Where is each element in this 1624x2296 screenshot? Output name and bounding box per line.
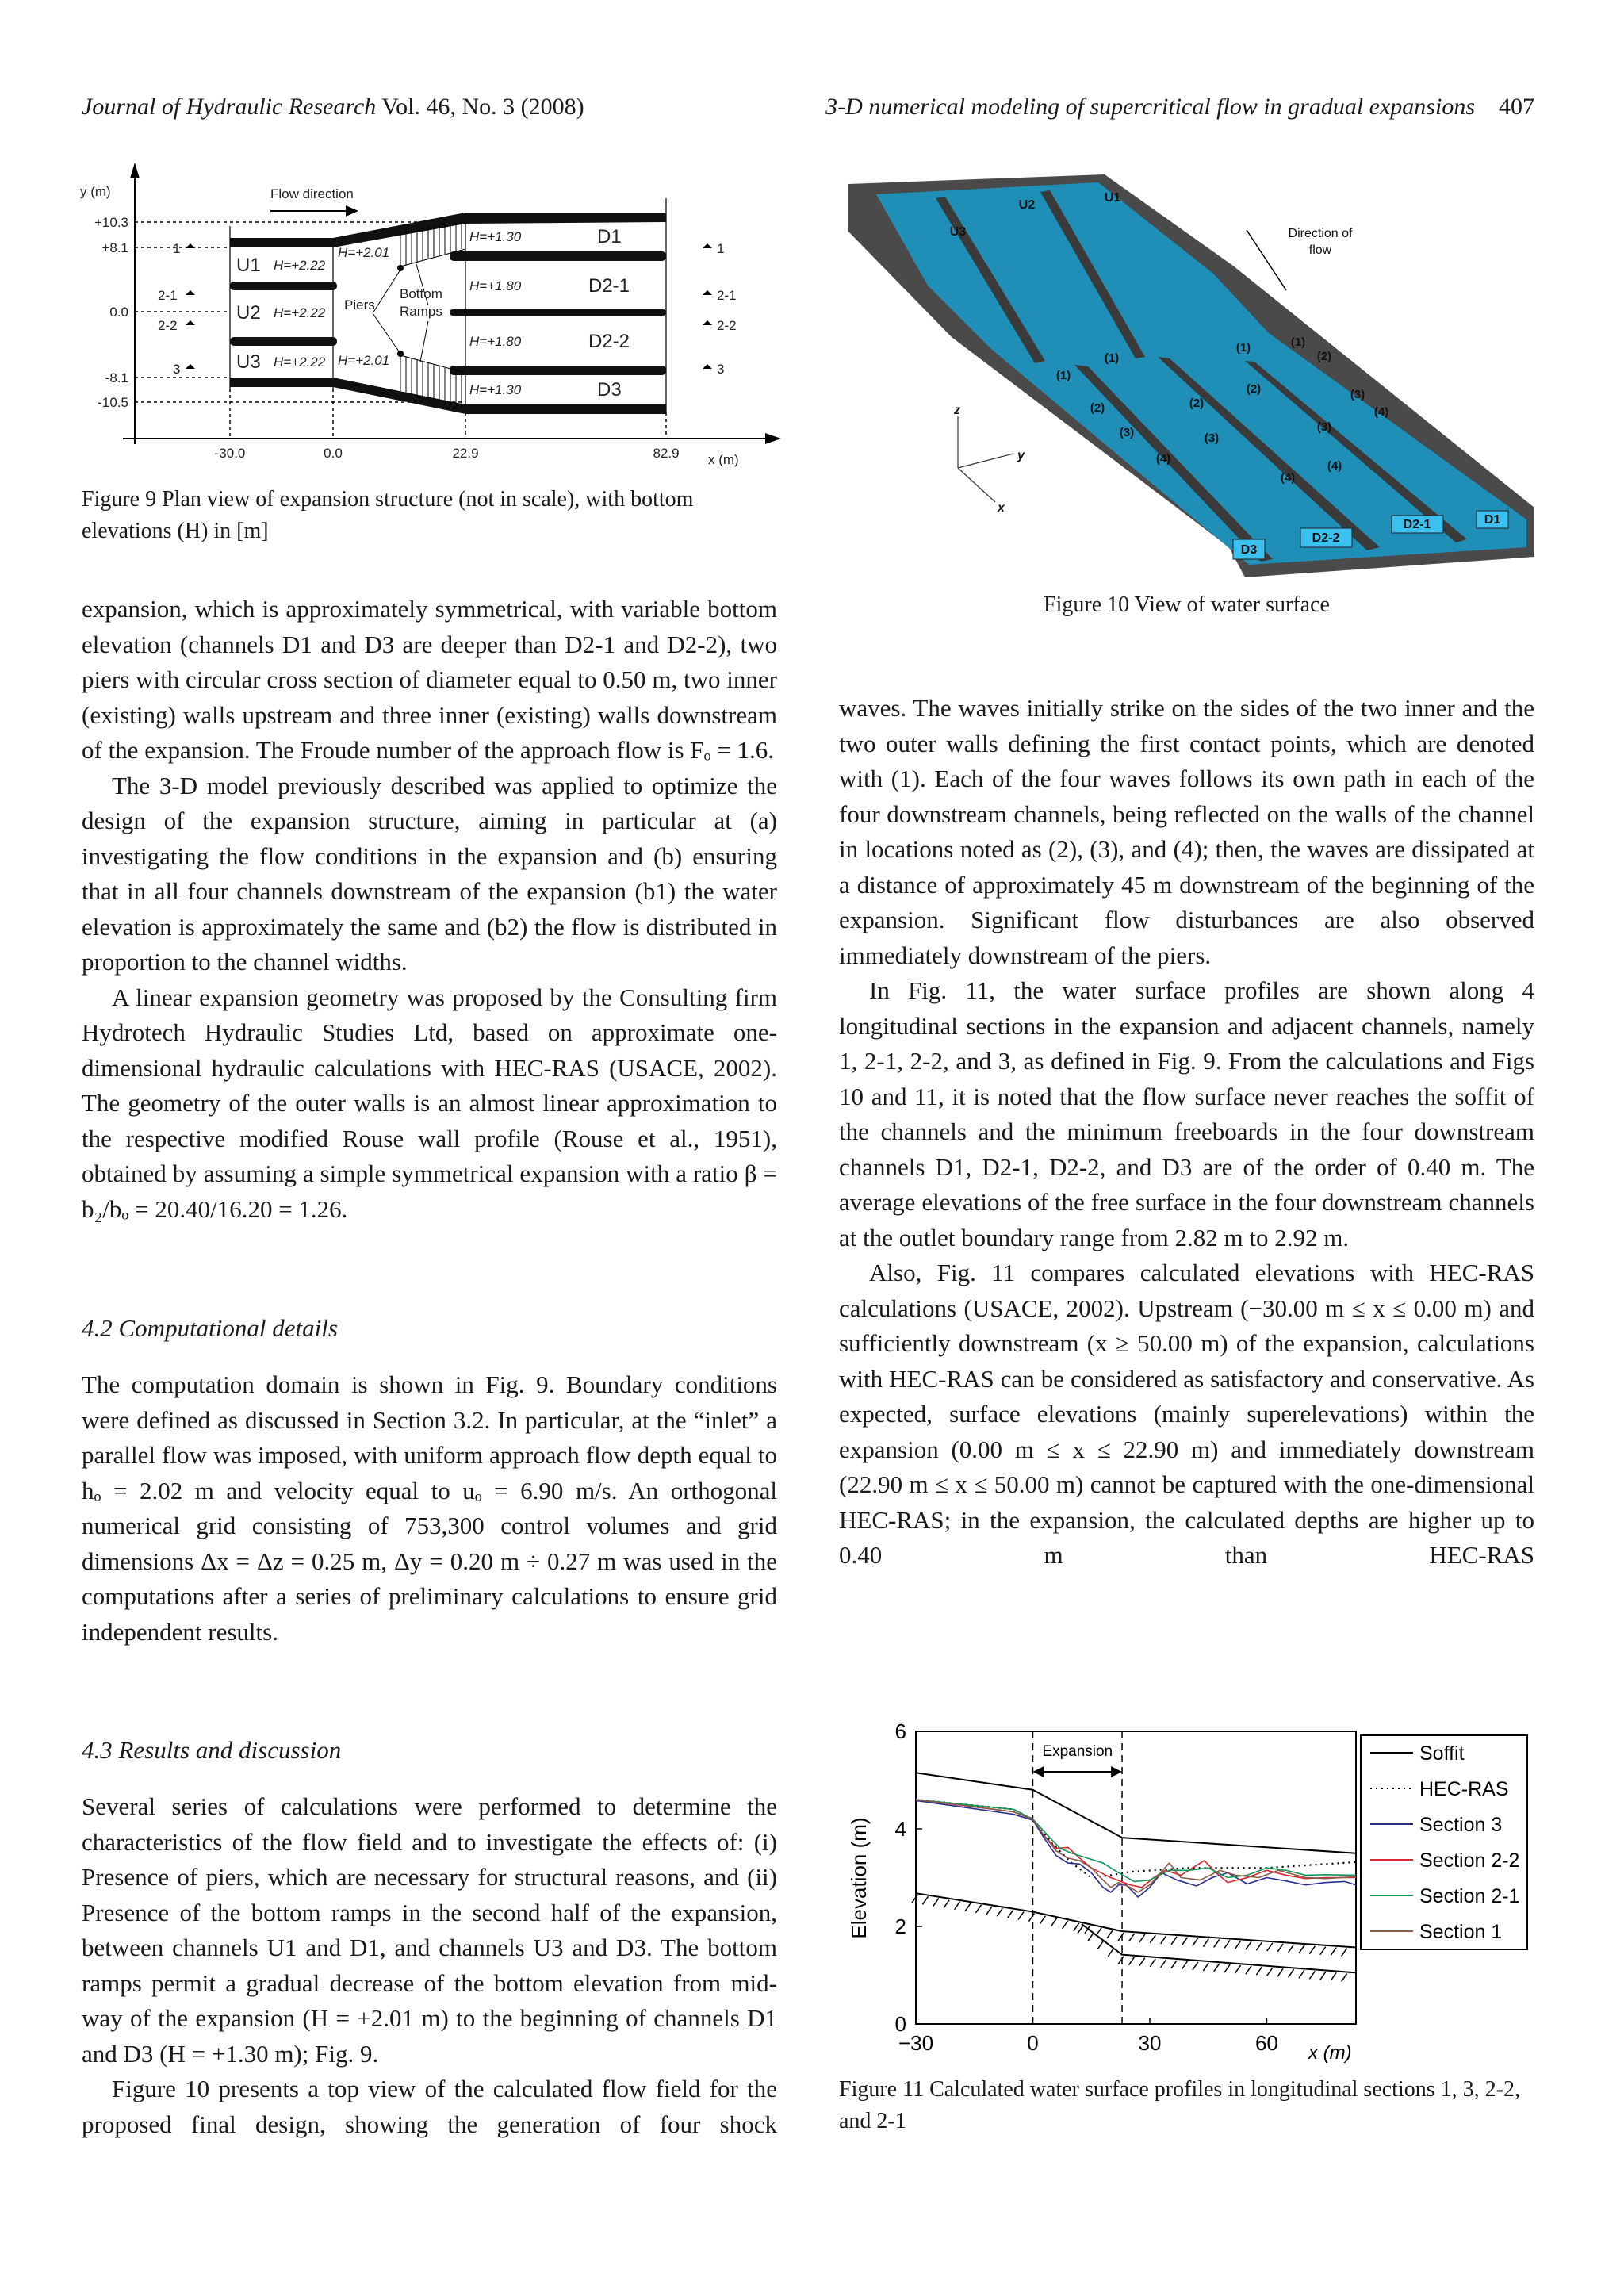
series-section-1 [916,1800,1356,1892]
section-marker-left: 3 [173,362,181,377]
wave-point-label: (2) [1246,382,1262,396]
legend-label: Section 3 [1419,1814,1503,1836]
water-surface [876,182,1526,565]
wave-point-label: (1) [1290,335,1306,349]
x-tick-label: −30 [898,2031,934,2055]
journal-volume: Vol. 46, No. 3 (2008) [381,94,584,120]
channel-label-u1: U1 [1104,191,1121,205]
left-column-text-3 [82,1789,777,2142]
section-heading-4-2: 4.2 Computational details [82,1314,338,1342]
legend-label: Section 2-2 [1419,1849,1520,1872]
flow-arrow-head-icon [346,205,358,217]
paragraph: expansion, which is approximately symmetrical, with variable bottom elevation (channels D1 and D3 are deeper than D2-1 and D2-2), two piers with circular cross section of diameter equal to 0.50 m, two inner (existing) walls upstream and three inner (existing) walls downstream of the expansion. The Froude number of the approach flow is Fₒ = 1.6. [82,595,777,764]
bed-channels-2-hatching [912,1895,1347,1956]
section-marker-left: 1 [173,241,181,256]
legend [1361,1735,1527,1949]
wave-point-label: (1) [1235,341,1251,355]
channel-label-u3: U3 [236,351,261,373]
section-heading-4-3: 4.3 Results and discussion [82,1736,342,1764]
figure-10-caption: Figure 10 View of water surface [1044,592,1330,617]
channel-label-d2-2: D2-2 [588,331,630,352]
x-axis-arrow-icon [765,433,781,444]
wave-point-label: (4) [1373,405,1389,419]
expansion-annotation: Expansion [1042,1743,1113,1760]
page-number: 407 [1499,94,1534,120]
channel-label-u2: U2 [236,302,261,324]
x-tick: 0.0 [324,446,343,461]
legend-label: HEC-RAS [1419,1778,1509,1800]
channel-label-d1: D1 [597,226,622,247]
series-section-2-1 [916,1800,1356,1881]
channel-label-u2: U2 [1018,198,1036,212]
bed-channels-2 [916,1893,1356,1947]
x-tick-label: 30 [1138,2031,1162,2055]
bed-channels-1-3-hatching [1078,1926,1347,1981]
section-marker-right: 2-1 [717,288,737,303]
wave-point-label: (3) [1350,388,1365,401]
legend-label: Section 1 [1419,1921,1503,1943]
paragraph: Several series of calculations were performed to determine the characteristics of the flow field and to investigate the effects of: (i) Presence of piers, which are necessary for structural reasons, and (ii) Presence of the bottom ramps in the second half of the expansion, between channels U1 and D1, and channels U3 and D3. The bottom ramps permit a gradual decrease of the bottom elevation from mid-way of the expansion (H = +2.01 m) to the beginning of channels D1 and D3 (H = +1.30 m); Fig. 9. [82,1792,777,2068]
bottom-elevation-d3: H=+1.30 [469,382,522,397]
section-triangle-icons [186,243,712,369]
channel-label-d3: D3 [597,379,622,401]
bottom-elevation-u3: H=+2.22 [274,355,326,370]
x-tick: 82.9 [653,446,680,461]
channel-label-d2-1: D2-1 [1403,518,1431,531]
figure-11-chart [833,1705,1546,2078]
legend-label: Section 2-1 [1419,1885,1520,1907]
journal-name: Journal of Hydraulic Research [82,94,377,120]
y-tick-label: 4 [894,1817,906,1841]
channel-label-d2-1: D2-1 [588,275,630,297]
arrow-left-icon [1032,1766,1044,1777]
x-tick: 22.9 [452,446,479,461]
y-axis-arrow-icon [130,163,140,178]
y-tick: -10.5 [98,395,128,410]
paragraph: The 3-D model previously described was applied to optimize the design of the expansion structure, aiming in particular at (a) investigating the flow conditions in the expansion and (b) ensuring that in all four channels downstream of the expansion (b1) the water elevation is approximately the same and (b2) the flow is distributed in proportion to the channel widths. [82,771,777,976]
section-marker-right: 1 [717,241,725,256]
axes-triad [958,416,1013,502]
bottom-elevation-mid-top: H=+2.01 [338,245,390,260]
figure-10-water-surface-view [841,159,1554,587]
section-marker-left: 2-1 [158,288,178,303]
wave-point-label: (4) [1155,452,1171,466]
bottom-elevation-mid-bottom: H=+2.01 [338,353,390,368]
running-title: 3-D numerical modeling of supercritical flow in gradual expansions [825,94,1475,120]
x-axis-label: x (m) [708,452,739,467]
bottom-elevation-u1: H=+2.22 [274,258,326,273]
y-axis-label: Elevation (m) [847,1817,871,1939]
left-column-text-1 [82,592,777,1227]
paragraph: waves. The waves initially strike on the sides of the two inner and the two outer walls defining the first contact points, which are denoted with (1). Each of the four waves follows its own path in each of the four downstream channels, being reflected on the walls of the channel in locations noted as (2), (3), and (4); then, the waves are dissipated at a distance of approximately 45 m downstream of the beginning of the expansion. Significant flow disturbances are also observed immediately downstream of the piers. [839,694,1534,969]
series-section-2-2 [916,1800,1356,1888]
running-header-left [82,94,584,121]
bottom-elevation-u2: H=+2.22 [274,305,326,320]
left-column-text-2 [82,1367,777,1650]
y-tick: 0.0 [109,305,128,320]
wave-point-label: (3) [1119,426,1135,439]
section-marker-right: 2-2 [717,318,737,333]
wave-point-label: (2) [1189,397,1205,410]
wave-point-label: (4) [1280,471,1296,485]
y-tick: +8.1 [102,240,128,255]
running-header-right [825,94,1534,121]
series-soffit [916,1773,1356,1853]
wave-point-label: (2) [1316,350,1332,363]
wave-point-label: (3) [1204,431,1220,445]
paragraph: A linear expansion geometry was proposed by the Consulting firm Hydrotech Hydraulic Studies Ltd, based on approximate one-dimensional hydraulic calculations with HEC-RAS (USACE, 2002). The geometry of the outer walls is an almost linear approximation to the respective modified Rouse wall profile (Rouse et al., 1951), obtained by assuming a simple symmetrical expansion with a ratio β = b₂/bₒ = 20.40/16.20 = 1.26. [82,983,777,1223]
plot-frame [916,1731,1356,2024]
pier-bottom [397,351,404,357]
channel-label-u3: U3 [949,225,967,239]
x-tick: -30.0 [214,446,246,461]
right-column-text [839,691,1534,1573]
y-tick-label: 0 [894,2012,906,2036]
axis-label-x: x [998,501,1005,515]
flow-direction-label: flow [1308,243,1332,257]
x-tick-label: 0 [1027,2031,1039,2055]
channel-label-d1: D1 [1484,513,1501,527]
y-tick: +10.3 [94,215,128,230]
bottom-elevation-d2-1: H=+1.80 [469,278,522,293]
ramps-label: Bottom [400,286,442,301]
paragraph: Figure 10 presents a top view of the calculated flow field for the proposed final design, showing the generation of four shock [82,2075,777,2138]
x-tick-label: 60 [1254,2031,1278,2055]
section-marker-left: 2-2 [158,318,178,333]
axis-label-y: y [1017,449,1025,462]
x-axis-label: x (m) [1308,2042,1352,2064]
figure-9-caption: Figure 9 Plan view of expansion structure (not in scale), with bottom elevations (H) in [m] [82,487,694,543]
wave-point-label: (4) [1327,459,1342,473]
piers-label: Piers [344,297,375,312]
paragraph: Also, Fig. 11 compares calculated elevations with HEC-RAS calculations (USACE, 2002). Upstream (−30.00 m ≤ x ≤ 0.00 m) and sufficiently downstream (x ≥ 50.00 m) of the expansion, calculations with HEC-RAS can be considered as satisfactory and conservative. As expected, surface elevations (mainly superelevations) within the expansion (0.00 m ≤ x ≤ 22.90 m) and immediately downstream (22.90 m ≤ x ≤ 50.00 m) cannot be captured with the one-dimensional HEC-RAS; in the expansion, the calculated depths are higher up to 0.40 m than HEC-RAS [839,1259,1534,1569]
wave-point-label: (1) [1055,369,1071,382]
figure-9-plan-view [71,159,801,476]
ramps-label: Ramps [400,304,442,319]
axis-label-z: z [954,404,960,417]
paragraph: In Fig. 11, the water surface profiles are shown along 4 longitudinal sections in the expansion and adjacent channels, namely 1, 2-1, 2-2, and 3, as defined in Fig. 9. From the calculations and Figs 10 and 11, it is noted that the flow surface never reaches the soffit of the channels and the minimum freeboards in the four downstream channels D1, D2-1, D2-2, and D3 are of the order of 0.40 m. The average elevations of the free surface in the four downstream channels at the outlet boundary range from 2.82 m to 2.92 m. [839,976,1534,1251]
figure-11-caption: Figure 11 Calculated water surface profiles in longitudinal sections 1, 3, 2-2, and 2-1 [839,2077,1520,2133]
bottom-elevation-d1: H=+1.30 [469,229,522,244]
y-axis-label: y (m) [80,184,111,199]
flow-direction-arrow [1247,230,1286,290]
wave-point-label: (2) [1090,401,1105,415]
section-marker-right: 3 [717,362,725,377]
channel-label-d3: D3 [1240,543,1258,557]
wave-point-label: (1) [1104,351,1120,365]
bottom-elevation-d2-2: H=+1.80 [469,334,522,349]
channel-label-d2-2: D2-2 [1312,531,1340,545]
y-tick-label: 2 [894,1915,906,1938]
y-tick: -8.1 [105,370,128,385]
y-tick-label: 6 [894,1719,906,1743]
wave-point-label: (3) [1316,420,1332,434]
flow-direction-label: Flow direction [270,186,354,201]
legend-label: Soffit [1419,1742,1465,1765]
arrow-right-icon [1111,1766,1122,1777]
paragraph: The computation domain is shown in Fig. 9. Boundary conditions were defined as discussed in Section 3.2. In particular, at the “inlet” a parallel flow was imposed, with uniform approach flow depth equal to hₒ = 2.02 m and velocity equal to uₒ = 6.90 m/s. An orthogonal numerical grid consisting of 753,300 control volumes and grid dimensions Δx = Δz = 0.25 m, Δy = 0.20 m ÷ 0.27 m was used in the computations after a series of preliminary calculations to ensure grid independent results. [82,1370,777,1646]
flow-direction-label: Direction of [1288,227,1353,240]
pier-top [397,265,404,271]
channel-label-u1: U1 [236,255,261,276]
